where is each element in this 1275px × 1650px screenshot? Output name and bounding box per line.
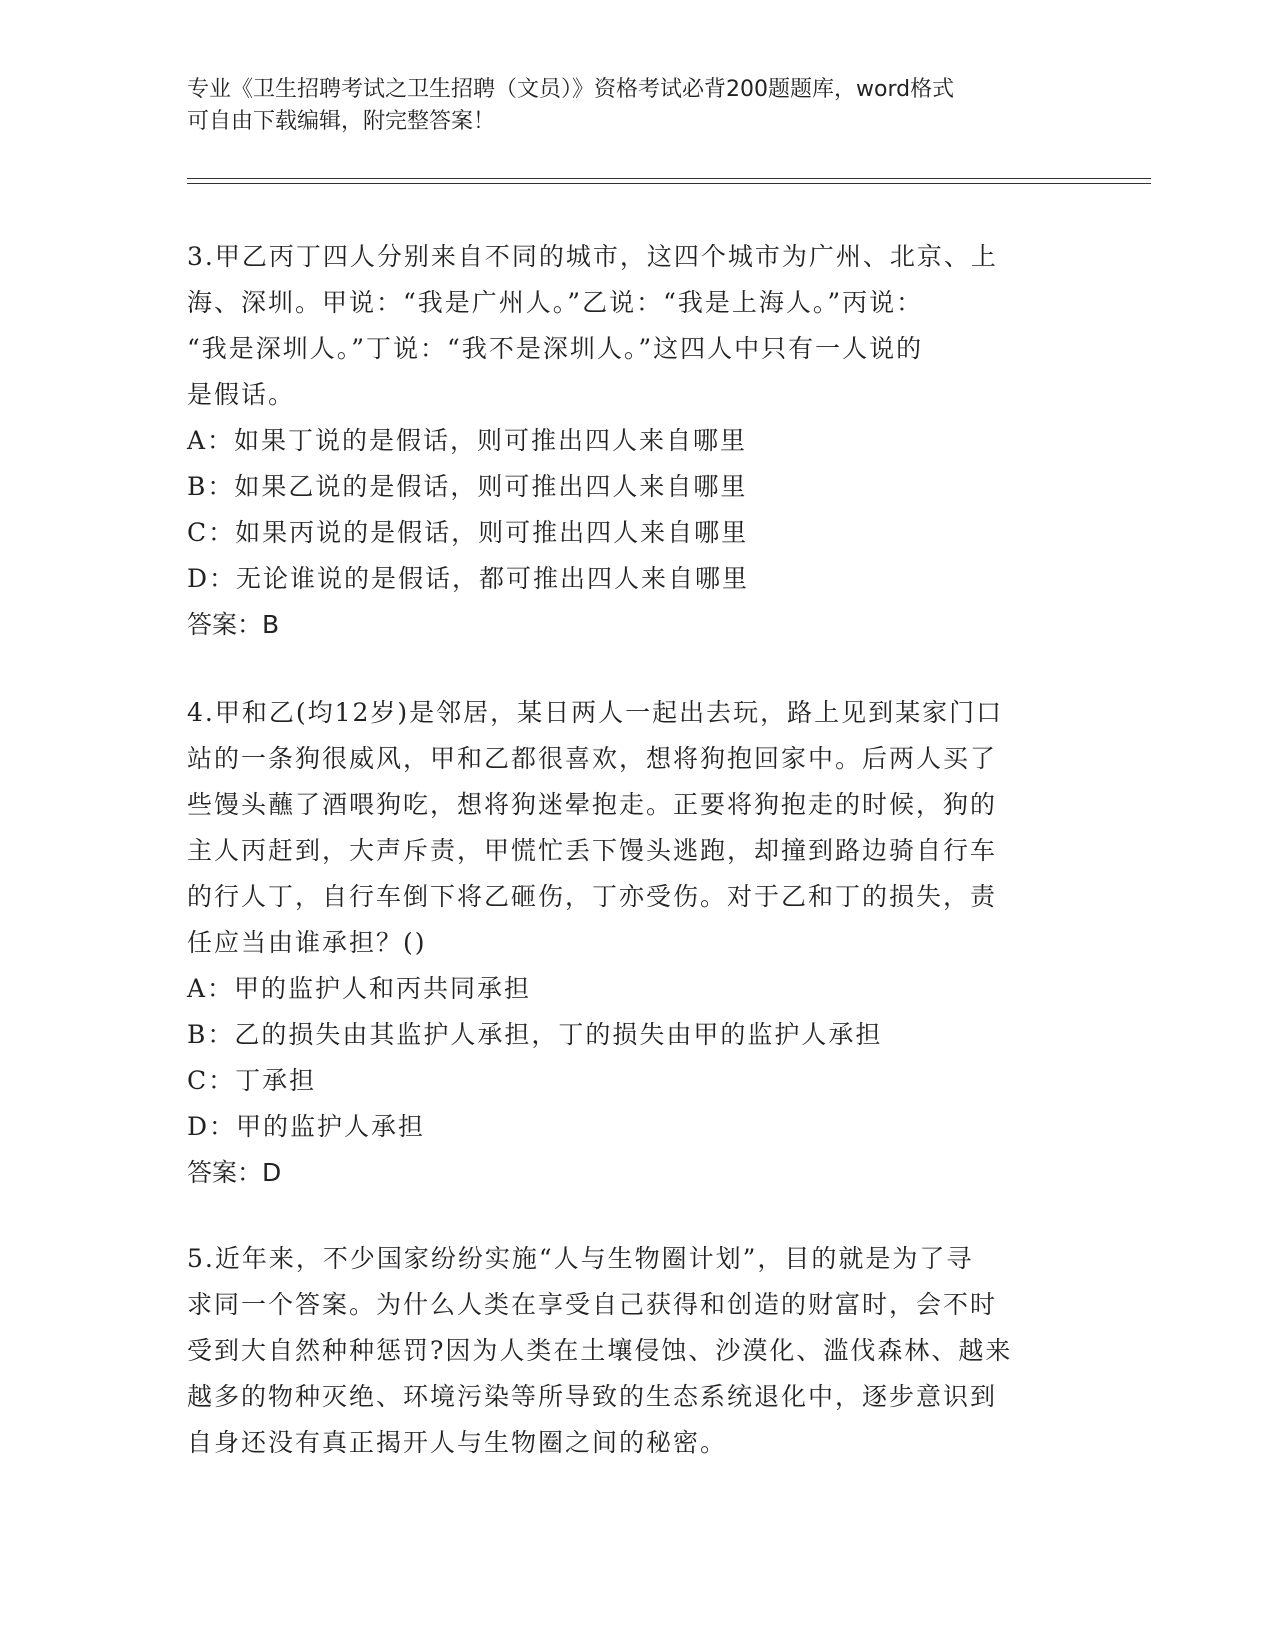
question-text-line: 求同一个答案。为什么人类在享受自己获得和创造的财富时，会不时 bbox=[187, 1290, 998, 1319]
question-text-line: 是假话。 bbox=[187, 380, 296, 409]
question-text-line: 4.甲和乙(均12岁)是邻居，某日两人一起出去玩，路上见到某家门口 bbox=[187, 698, 1004, 727]
question-text-line: 越多的物种灭绝、环境污染等所导致的生态系统退化中，逐步意识到 bbox=[187, 1382, 998, 1411]
answer-label: 答案：B bbox=[187, 610, 280, 639]
option-a: A：甲的监护人和丙共同承担 bbox=[187, 974, 532, 1003]
question-text-line: “我是深圳人。”丁说：“我不是深圳人。”这四人中只有一人说的 bbox=[187, 334, 924, 363]
option-b: B：如果乙说的是假话，则可推出四人来自哪里 bbox=[187, 472, 748, 501]
question-text-line: 些馒头蘸了酒喂狗吃，想将狗迷晕抱走。正要将狗抱走的时候，狗的 bbox=[187, 790, 998, 819]
option-c: C：丁承担 bbox=[187, 1066, 317, 1095]
option-c: C：如果丙说的是假话，则可推出四人来自哪里 bbox=[187, 518, 749, 547]
header-divider bbox=[187, 178, 1151, 184]
question-text-line: 站的一条狗很威风，甲和乙都很喜欢，想将狗抱回家中。后两人买了 bbox=[187, 744, 998, 773]
question-text-line: 的行人丁，自行车倒下将乙砸伤，丁亦受伤。对于乙和丁的损失，责 bbox=[187, 882, 998, 911]
header-title-line-1: 专业《卫生招聘考试之卫生招聘（文员）》资格考试必背200题题库，word格式 bbox=[187, 77, 955, 102]
question-text-line: 任应当由谁承担？() bbox=[187, 928, 427, 957]
option-d: D：无论谁说的是假话，都可推出四人来自哪里 bbox=[187, 564, 750, 593]
question-3 bbox=[187, 234, 1087, 648]
question-text-line: 5.近年来，不少国家纷纷实施“人与生物圈计划”，目的就是为了寻 bbox=[187, 1244, 974, 1273]
header-title-line-2: 可自由下载编辑，附完整答案！ bbox=[187, 109, 496, 134]
question-5 bbox=[187, 1236, 1087, 1466]
question-text-line: 3.甲乙丙丁四人分别来自不同的城市，这四个城市为广州、北京、上 bbox=[187, 242, 998, 271]
document-header bbox=[187, 74, 1087, 138]
option-d: D：甲的监护人承担 bbox=[187, 1112, 426, 1141]
question-4 bbox=[187, 690, 1087, 1196]
question-text-line: 受到大自然种种惩罚?因为人类在土壤侵蚀、沙漠化、滥伐森林、越来 bbox=[187, 1336, 1013, 1365]
question-text-line: 主人丙赶到，大声斥责，甲慌忙丢下馒头逃跑，却撞到路边骑自行车 bbox=[187, 836, 998, 865]
option-a: A：如果丁说的是假话，则可推出四人来自哪里 bbox=[187, 426, 748, 455]
question-text-line: 自身还没有真正揭开人与生物圈之间的秘密。 bbox=[187, 1428, 728, 1457]
answer-label: 答案：D bbox=[187, 1158, 282, 1187]
option-b: B：乙的损失由其监护人承担，丁的损失由甲的监护人承担 bbox=[187, 1020, 883, 1049]
question-text-line: 海、深圳。甲说：“我是广州人。”乙说：“我是上海人。”丙说： bbox=[187, 288, 924, 317]
